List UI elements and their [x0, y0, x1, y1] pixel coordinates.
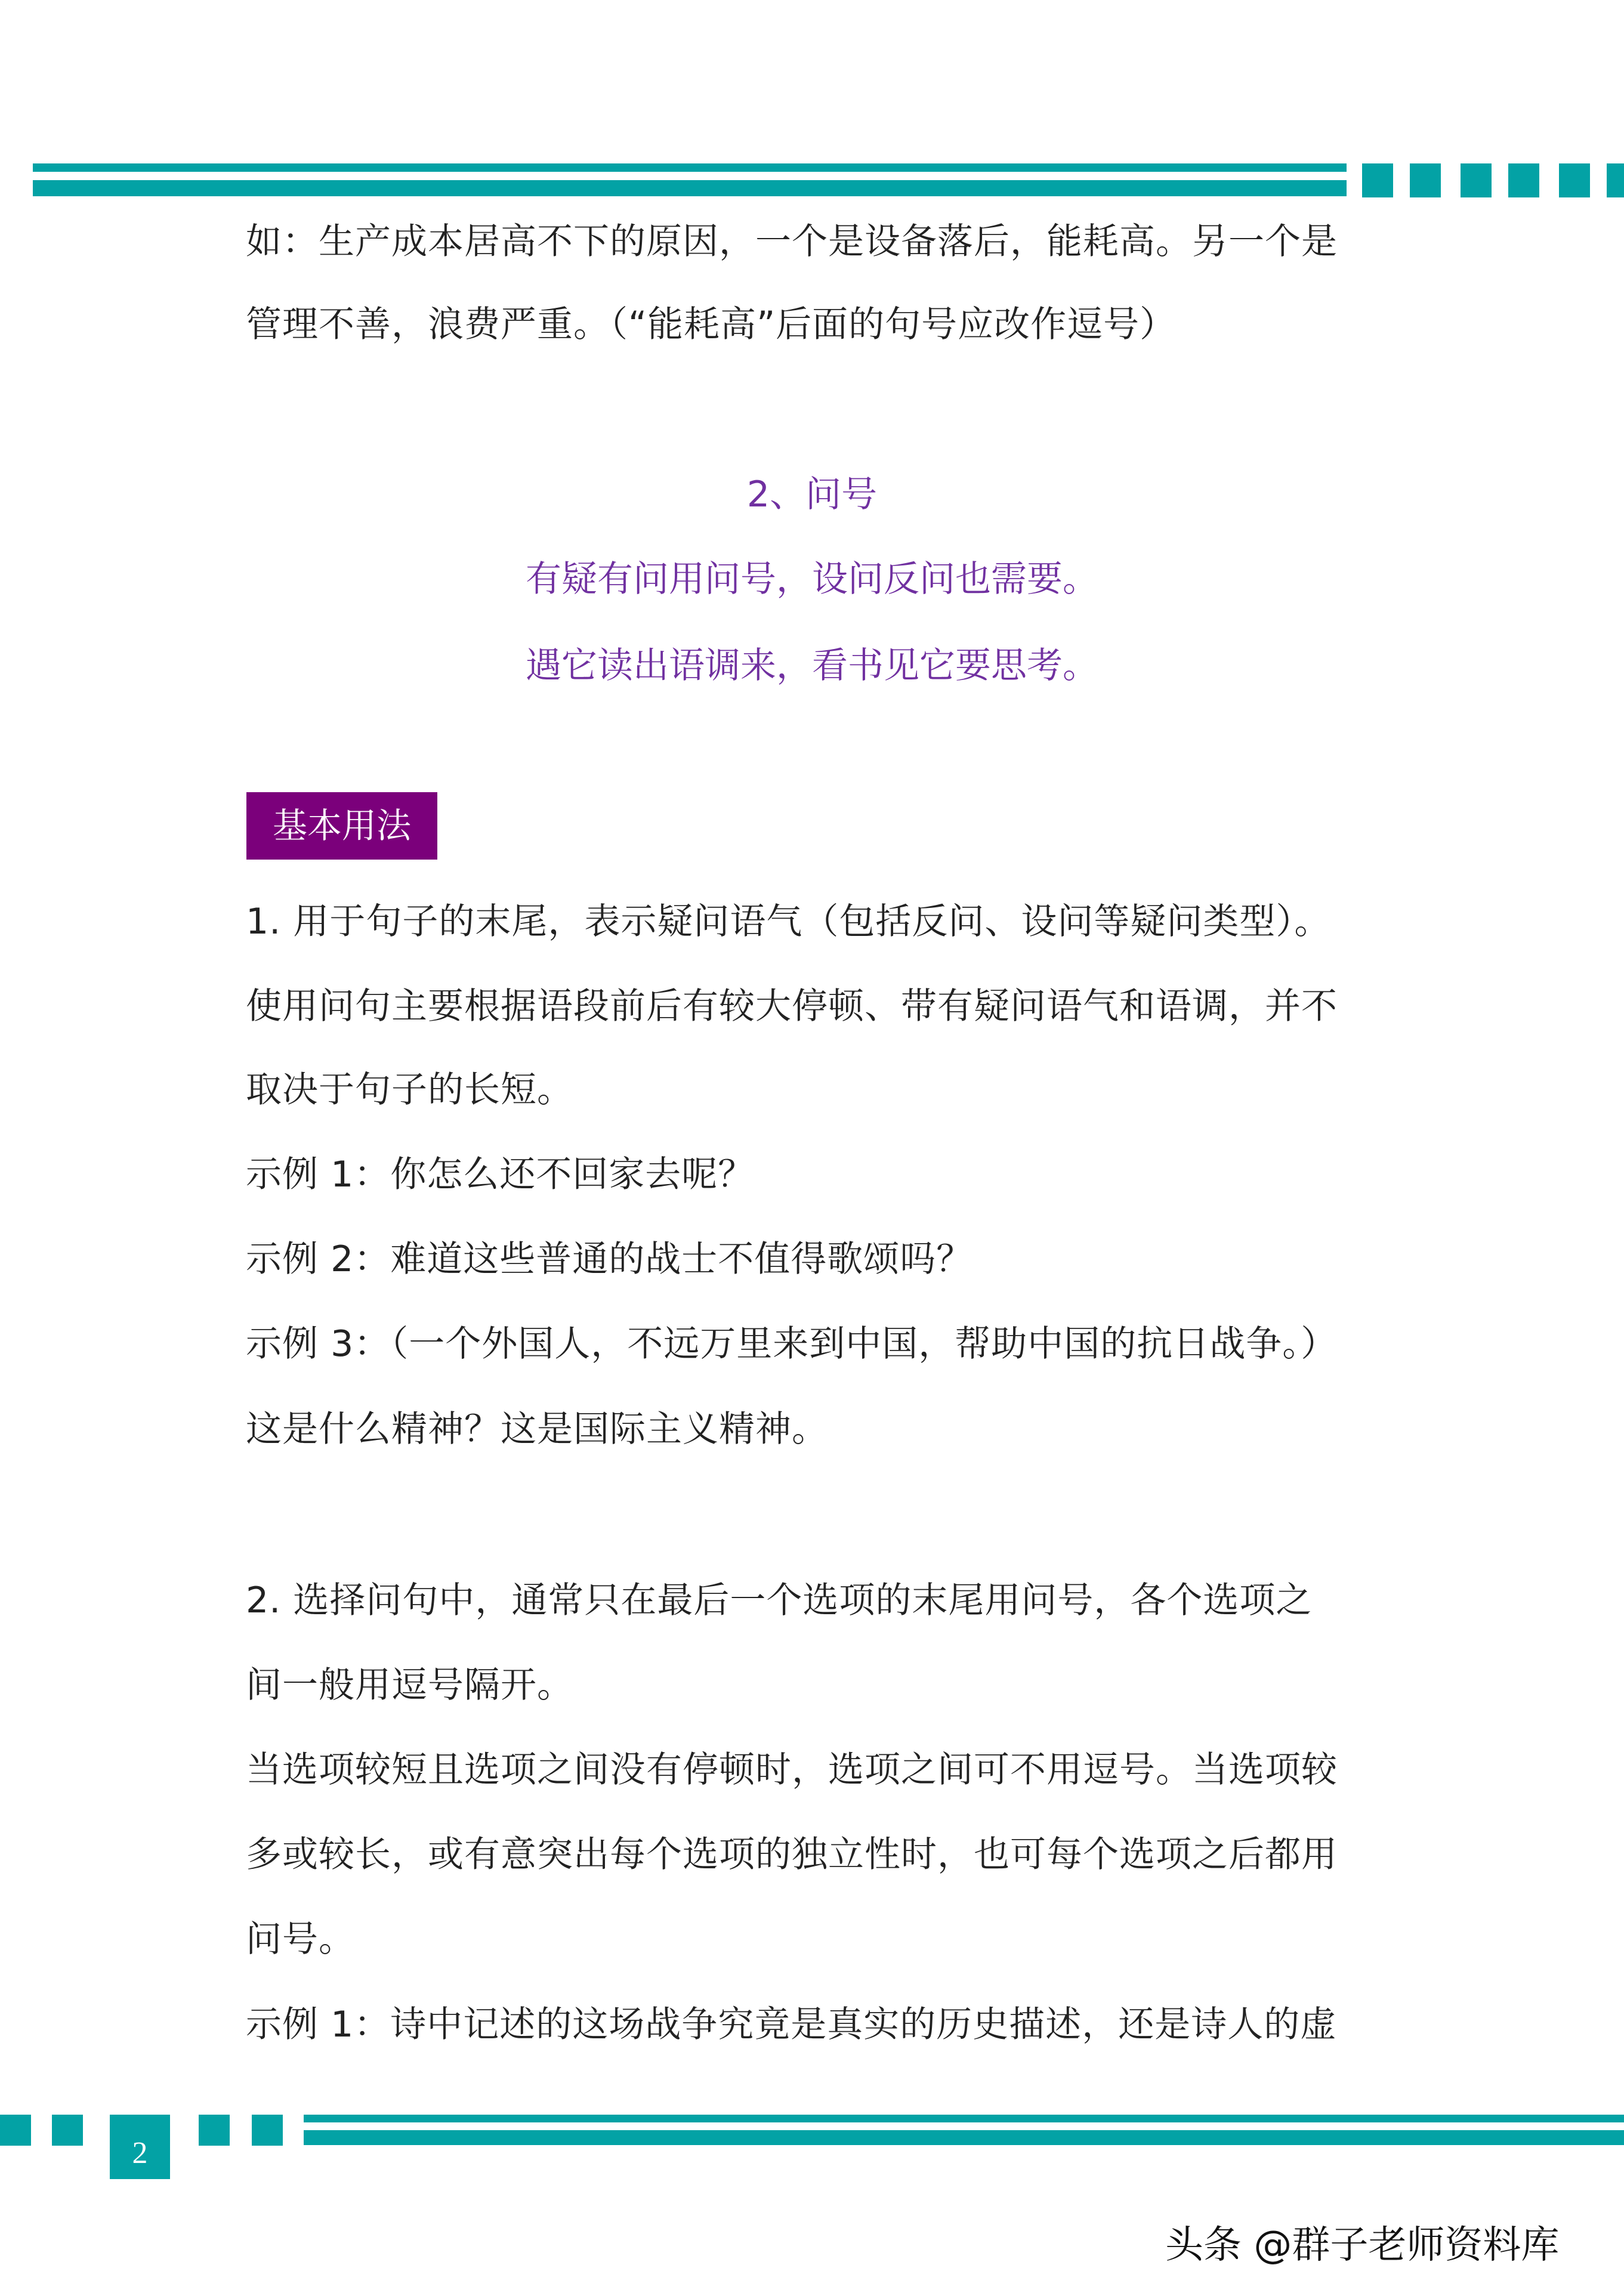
header-square — [1508, 163, 1539, 197]
body-line: 问号。 — [246, 1918, 355, 1960]
footer-bar-thin — [304, 2115, 1624, 2122]
footer-square — [252, 2115, 283, 2146]
example-line: 示例 2：难道这些普通的战士不值得歌颂吗？ — [246, 1238, 973, 1280]
basic-usage-label: 基本用法 — [246, 792, 437, 860]
example-line: 示例 1：诗中记述的这场战争究竟是真实的历史描述，还是诗人的虚 — [246, 2004, 1337, 2045]
footer-bar-thick — [304, 2130, 1624, 2145]
watermark: 头条 @群子老师资料库 — [1165, 2223, 1560, 2267]
intro-line: 管理不善，浪费严重。（“能耗高”后面的句号应改作逗号） — [246, 304, 1177, 345]
example-line: 示例 3：（一个外国人，不远万里来到中国，帮助中国的抗日战争。） — [246, 1323, 1338, 1365]
header-bar-thick — [33, 180, 1347, 196]
header-square — [1410, 163, 1441, 197]
body-line: 当选项较短且选项之间没有停顿时，选项之间可不用逗号。当选项较 — [246, 1749, 1338, 1791]
header-square — [1362, 163, 1393, 197]
header-square — [1607, 163, 1624, 197]
header-square — [1559, 163, 1590, 197]
verse-line — [0, 555, 1624, 603]
header-square — [1461, 163, 1492, 197]
footer-square — [0, 2115, 31, 2146]
body-line: 多或较长，或有意突出每个选项的独立性时，也可每个选项之后都用 — [246, 1834, 1338, 1875]
verse-text: 有疑有问用问号，设问反问也需要。 — [526, 558, 1098, 600]
body-line: 1. 用于句子的末尾，表示疑问语气（包括反问、设问等疑问类型）。 — [246, 901, 1331, 942]
verse-text: 遇它读出语调来，看书见它要思考。 — [526, 645, 1098, 687]
page-number: 2 — [110, 2115, 170, 2179]
body-line: 这是什么精神？这是国际主义精神。 — [246, 1408, 828, 1450]
body-line: 2. 选择问句中，通常只在最后一个选项的末尾用问号，各个选项之 — [246, 1580, 1313, 1621]
intro-line: 如：生产成本居高不下的原因，一个是设备落后，能耗高。另一个是 — [246, 221, 1338, 262]
section-title — [0, 471, 1624, 518]
footer-square — [199, 2115, 230, 2146]
section-title-text: 2、问号 — [746, 474, 878, 515]
body-line: 使用问句主要根据语段前后有较大停顿、带有疑问语气和语调，并不 — [246, 985, 1338, 1027]
header-bar-thin — [33, 163, 1347, 172]
footer-square — [52, 2115, 83, 2146]
body-line: 取决于句子的长短。 — [246, 1069, 573, 1111]
example-line: 示例 1：你怎么还不回家去呢？ — [246, 1154, 755, 1195]
verse-line — [0, 642, 1624, 690]
body-line: 间一般用逗号隔开。 — [246, 1664, 573, 1706]
